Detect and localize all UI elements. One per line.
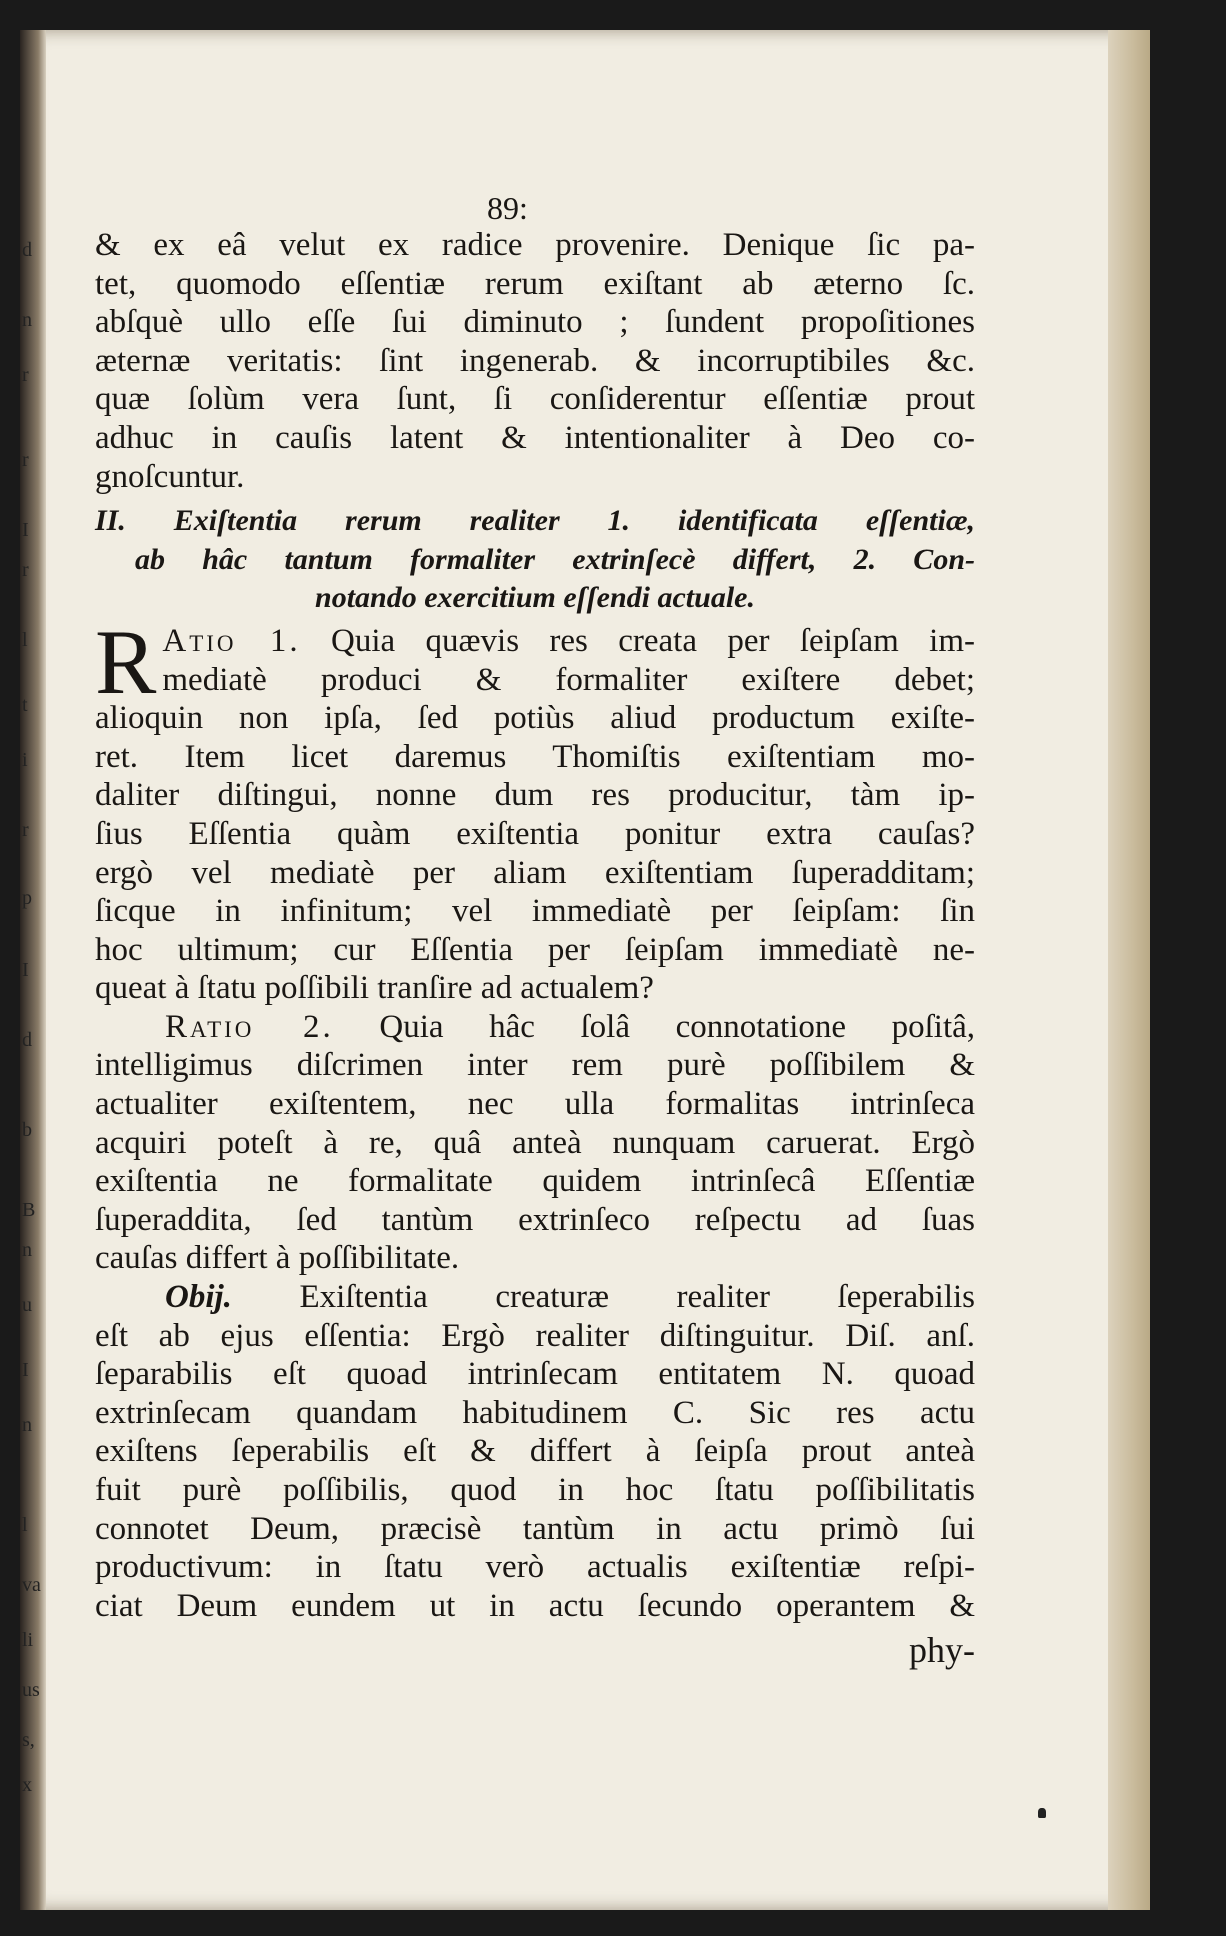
text-line: cauſas differt à poſſibilitate.	[95, 1240, 460, 1277]
text-line: ſeparabilis eſt quoad intrinſecam entitatem N. quoad	[95, 1356, 975, 1393]
text-line: tet, quomodo eſſentiæ rerum exiſtant ab æterno ſc.	[95, 265, 975, 302]
intro-paragraph	[95, 226, 975, 496]
text-line: adhuc in cauſis latent & intentionaliter à Deo co-	[95, 419, 975, 456]
margin-fragment: p	[22, 887, 32, 909]
heading-line: notando exercitium eſſendi actuale.	[315, 581, 755, 615]
margin-fragment: I	[22, 1359, 29, 1381]
margin-fragment: I	[22, 959, 29, 981]
margin-fragment: x	[22, 1774, 32, 1796]
text-line: gnoſcuntur.	[95, 458, 245, 495]
ratio-2-label: Ratio 2.	[165, 1008, 334, 1045]
margin-fragment: l	[22, 1514, 28, 1536]
text-line: ſuperaddita, ſed tantùm extrinſeco reſpectu ad ſuas	[95, 1201, 975, 1238]
margin-fragment: r	[22, 559, 29, 581]
objection-label: Obij.	[165, 1279, 232, 1316]
page-edge	[1108, 30, 1150, 1910]
text-line: acquiri poteſt à re, quâ anteà nunquam caruerat. Ergò	[95, 1124, 975, 1161]
text-line: daliter diſtingui, nonne dum res producitur, tàm ip-	[95, 777, 975, 814]
text-line: ſius Eſſentia quàm exiſtentia ponitur extra cauſas?	[95, 815, 975, 852]
page-number: 89:	[487, 190, 528, 226]
margin-fragment: l	[22, 629, 28, 651]
text-line: ergò vel mediatè per aliam exiſtentiam ſuperadditam;	[95, 854, 975, 891]
text-line: ſicque in infinitum; vel immediatè per ſeipſam: ſin	[95, 893, 975, 930]
margin-fragment: b	[22, 1119, 32, 1141]
text-line: alioquin non ipſa, ſed potiùs aliud productum exiſte-	[95, 700, 975, 737]
ratio-1-label: Atio 1.	[162, 622, 301, 659]
drop-cap: R	[95, 610, 157, 713]
text-line: extrinſecam quandam habitudinem C. Sic res actu	[95, 1394, 975, 1431]
text-line: & ex eâ velut ex radice provenire. Denique ſic pa-	[95, 227, 975, 263]
page-text	[95, 226, 975, 1670]
text-line	[95, 622, 975, 661]
text-line: æternæ veritatis: ſint ingenerab. & incorruptibiles &c.	[95, 342, 975, 379]
text-line: hoc ultimum; cur Eſſentia per ſeipſam immediatè ne-	[95, 931, 975, 968]
text-line: exiſtentia ne formalitate quidem intrinſecâ Eſſentiæ	[95, 1163, 975, 1200]
text-line: abſquè ullo eſſe ſui diminuto ; ſundent propoſitiones	[95, 304, 975, 341]
text-line: eſt ab ejus eſſentia: Ergò realiter diſtinguitur. Diſ. anſ.	[95, 1317, 975, 1354]
margin-fragment: I	[22, 519, 29, 541]
text-line: queat à ſtatu poſſibili tranſire ad actualem?	[95, 970, 654, 1007]
margin-fragment: B	[22, 1199, 36, 1221]
text-line: ciat Deum eundem ut in actu ſecundo operantem &	[95, 1587, 975, 1624]
margin-fragment: r	[22, 449, 29, 471]
text-line	[95, 1278, 975, 1317]
margin-fragment: u	[22, 1294, 32, 1316]
text-line: productivum: in ſtatu verò actualis exiſtentiæ reſpi-	[95, 1549, 975, 1586]
ink-mark	[1038, 1808, 1046, 1818]
margin-fragment: d	[22, 1029, 32, 1051]
text-line: quæ ſolùm vera ſunt, ſi conſiderentur eſſentiæ prout	[95, 381, 975, 418]
ratio-2-paragraph	[95, 1008, 975, 1278]
heading-line: II. Exiſtentia rerum realiter 1. identificata eſſentiæ,	[95, 504, 975, 538]
text-line: intelligimus diſcrimen inter rem purè poſſibilem &	[95, 1047, 975, 1084]
facing-page-fragments	[20, 30, 42, 1910]
text-line	[95, 1008, 975, 1047]
text-line: connotet Deum, præcisè tantùm in actu primò ſui	[95, 1510, 975, 1547]
section-heading	[95, 502, 975, 618]
margin-fragment: va	[22, 1574, 41, 1596]
margin-fragment: r	[22, 364, 29, 386]
margin-fragment: r	[22, 819, 29, 841]
margin-fragment: i	[22, 749, 28, 771]
margin-fragment: n	[22, 1239, 32, 1261]
catchword: phy-	[909, 1630, 975, 1671]
text-line: mediatè produci & formaliter exiſtere debet;	[162, 661, 975, 698]
margin-fragment: t	[22, 694, 28, 716]
text-line: actualiter exiſtentem, nec ulla formalitas intrinſeca	[95, 1086, 975, 1123]
margin-fragment: s,	[22, 1729, 35, 1751]
objection-paragraph	[95, 1278, 975, 1625]
heading-line: ab hâc tantum formaliter extrinſecè differt, 2. Con-	[135, 542, 975, 576]
text-line: fuit purè poſſibilis, quod in hoc ſtatu poſſibilitatis	[95, 1472, 975, 1508]
text-fragment: Exiſtentia creaturæ realiter ſeperabilis	[299, 1279, 975, 1316]
margin-fragment: us	[22, 1679, 40, 1701]
text-line: exiſtens ſeperabilis eſt & differt à ſeipſa prout anteà	[95, 1433, 975, 1470]
text-fragment: Quia hâc ſolâ connotatione poſitâ,	[379, 1008, 976, 1045]
margin-fragment: n	[22, 1414, 32, 1436]
margin-fragment: n	[22, 309, 32, 331]
text-fragment: Quia quævis res creata per ſeipſam im-	[331, 622, 976, 659]
ratio-1-paragraph	[95, 610, 976, 1008]
text-line: ret. Item licet daremus Thomiſtis exiſtentiam mo-	[95, 738, 975, 775]
margin-fragment: d	[22, 239, 32, 261]
margin-fragment: li	[22, 1629, 34, 1651]
